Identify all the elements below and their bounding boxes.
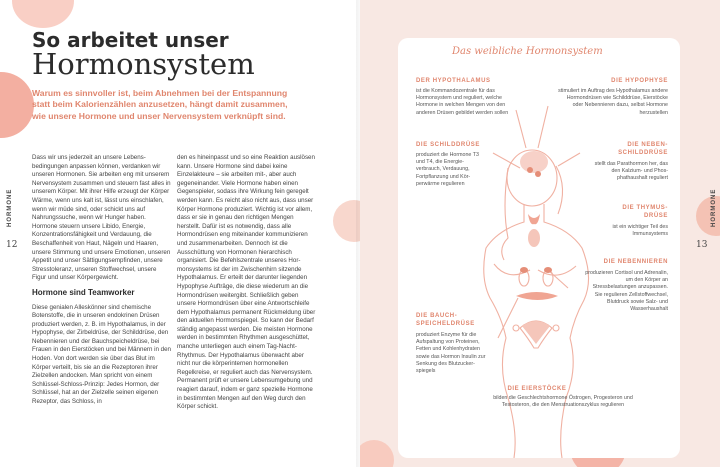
pancreas-shape [516, 292, 558, 300]
label-thymusdruese-2: DRÜSE [643, 213, 668, 219]
adrenal-left [520, 267, 528, 273]
pituitary-dot [535, 171, 541, 177]
label-thymusdruese-1: DIE THYMUS- [622, 205, 668, 211]
brain-shape [520, 151, 548, 173]
label-schilddruese: DIE SCHILDDRÜSE [416, 142, 481, 148]
connector-line [538, 106, 548, 148]
hypothalamus-dot [527, 167, 533, 173]
body-outline-right [544, 204, 589, 458]
desc-bauchspeicheldruese: produziert Enzyme für die Aufspaltung von Proteinen, Fetten und Kohlenhydraten sowie das Hormon Insulin zur Senkung des Blutzuckerspiegels [416, 332, 486, 375]
desc-thymusdruese: ist ein wichtiger Teil des Immunsystems [612, 224, 668, 238]
connector-line [498, 298, 518, 338]
page-number-right: 13 [696, 240, 708, 250]
paragraph: Dass wir uns jederzeit an unsere Lebensbedingungen anpassen können, verdanken wir unseren Hormonen. Sie arbeiten eng mit unserem Nervensystem zusammen und steuern fast alles in unserem Körper. Mit ihrer Hilfe erzeugt der Körper Wärme, wenn uns kalt ist, lässt uns einschlafen, wenn wir müde sind, oder schickt uns auf Nahrungssuche, wenn wir Hunger haben. Hormone steuern unsere Libido, Energie, Konzentrationsfähigkeit und Verdauung, die Beschaffenheit von Haut, Nägeln und Haaren, unsere Stimmung und unsere Emotionen, unseren Appetit und unser Sättigungsempfinden, unsere Stresstoleranz, unseren Stoffwechsel, unsere Figur und unser Körpergewicht. [32, 154, 171, 282]
desc-eierstoecke: bilden die Geschlechtshormone Östrogen, Progesteron und Testosteron, die den Menstruationszyklus regulieren [493, 395, 633, 409]
label-bauchspeicheldruese-2: SPEICHELDRÜSE [416, 321, 475, 327]
label-nebennieren: DIE NEBENNIEREN [603, 259, 668, 265]
decorative-blob-top [12, 0, 74, 28]
paragraph: Diese genialen Alleskönner sind chemische Botenstoffe, die in unseren endokrinen Drüsen produziert werden, z. B. im Hypothalamus, in der Hypophyse, der Zirbeldrüse, der Schilddrüse, den Nebennieren und der Bauchspeicheldrüse, bei Frauen in den Eierstöcken und bei Männern in den Hoden. Von dort werden sie über das Blut im Körper verteilt, bis sie an die Rezeptoren ihrer Zielzellen andocken. Man spricht von einem Schlüssel-Schloss-Prinzip: Jedes Hormon, der Schlüssel, hat an der Zielzelle seinen eigenen Rezeptor, das Schloss, in [32, 303, 171, 406]
connector-line [558, 153, 580, 166]
diagram-title: Das weibliche Hormonsystem [452, 46, 603, 57]
label-hypothalamus: DER HYPOTHALAMUS [416, 78, 491, 84]
text-column-1 [32, 154, 172, 413]
page-title-line1: So arbeitet unser [32, 28, 229, 52]
intro-text: Warum es sinnvoller ist, beim Abnehmen bei der Entspannung statt beim Kalorienzählen anzusetzen, hängt damit zusammen, wie unsere Hormone und unser Nervensystem verknüpft sind. [32, 88, 288, 121]
body-outline-left [484, 204, 524, 458]
desc-nebennieren: produzieren Cortisol und Adrenalin, um den Körper an Stressbelastungen anzupassen. Sie regulieren Zellstoffwechsel, Blutdruck sowie Salz- und Wasserhaushalt [585, 270, 668, 313]
thyroid-shape [528, 214, 540, 224]
label-hypophyse: DIE HYPOPHYSE [611, 78, 668, 84]
side-label-right: HORMONE [711, 188, 717, 227]
desc-hypothalamus: ist die Kommandozentrale für das Hormonsystem und reguliert, welche Hormone in welchen Mengen von den anderen Drüsen gebildet werden sollen [416, 88, 509, 116]
decorative-blob-left [0, 72, 34, 138]
label-eierstoecke: DIE EIERSTÖCKE [507, 386, 567, 392]
ovary-left [513, 325, 519, 331]
desc-hypophyse: stimuliert im Auftrag des Hypothalamus andere Hormondrüsen wie Schilddrüse, Eierstöcke oder Nebennieren dazu, selbst Hormone herzustellen [558, 88, 668, 116]
label-bauchspeicheldruese-1: DIE BAUCH- [416, 313, 458, 319]
ovary-right [553, 325, 559, 331]
desc-nebenschilddruese: stellt das Parathormon her, das den Kalzium- und Phosphathaushalt reguliert [594, 161, 668, 182]
connector-line [493, 153, 520, 168]
paragraph: den es hineinpasst und so eine Reaktion auslösen kann. Unsere Hormone sind dabei keine Einzelakteure – sie arbeiten mit-, aber auch gegeneinander. Viele Hormone haben einen Gegenspieler, sodass ihre Wirkung fein geregelt werden kann. Es reicht also nicht aus, dass unser Körper Hormone produziert. Wichtig ist vor allem, dass er sie in genau den richtigen Mengen herstellt. Dafür ist es notwendig, dass alle Hormondrüsen eng miteinander kommunizieren und zusammenarbeiten. Dennoch ist die Ausschüttung von Hormonen hierarchisch organisiert. Die Befehlszentrale unseres Hormonsystems ist der im Zwischenhirn sitzende Hypothalamus. Er erteilt der darunter liegenden Hypophyse Aufträge, die diese wiederum an die Hormondrüsen weitergibt. Schließlich geben unsere Hormondrüsen über eine Antwortschleife dem Hypothalamus permanent Rückmeldung über den aktuellen Hormonspiegel. So kann der Bedarf ständig angepasst werden. Die meisten Hormone werden in bestimmten Rhythmen ausgeschüttet, manche unterliegen auch einem Tag-Nacht-Rhythmus. Der Hypothalamus überwacht aber nicht nur die körperinternen hormonellen Regelkreise, er reguliert auch das Nervensystem. Permanent prüft er unsere Lebensumgebung und reagiert darauf, indem er ganz spezielle Hormone in bestimmten Mengen auf den Weg durch den Körper schickt. [177, 154, 316, 411]
page-title-line2: Hormonsystem [32, 47, 255, 81]
side-label-left: HORMONE [7, 188, 13, 227]
label-nebenschilddruese-1: DIE NEBEN- [627, 142, 668, 148]
uterus-fill [522, 321, 550, 344]
desc-schilddruese: produziert die Hormone T3 und T4, die Energieverbrauch, Verdauung, Fortpflanzung und Körperwärme regulieren [416, 152, 479, 187]
text-column-2 [177, 154, 317, 418]
page-number-left: 12 [6, 240, 18, 250]
label-nebenschilddruese-2: SCHILDDRÜSE [618, 150, 668, 156]
thymus-shape [528, 229, 540, 247]
section-heading: Hormone sind Teamworker [32, 287, 135, 297]
decorative-blob-bottom-left [360, 440, 394, 467]
adrenal-right [544, 267, 552, 273]
